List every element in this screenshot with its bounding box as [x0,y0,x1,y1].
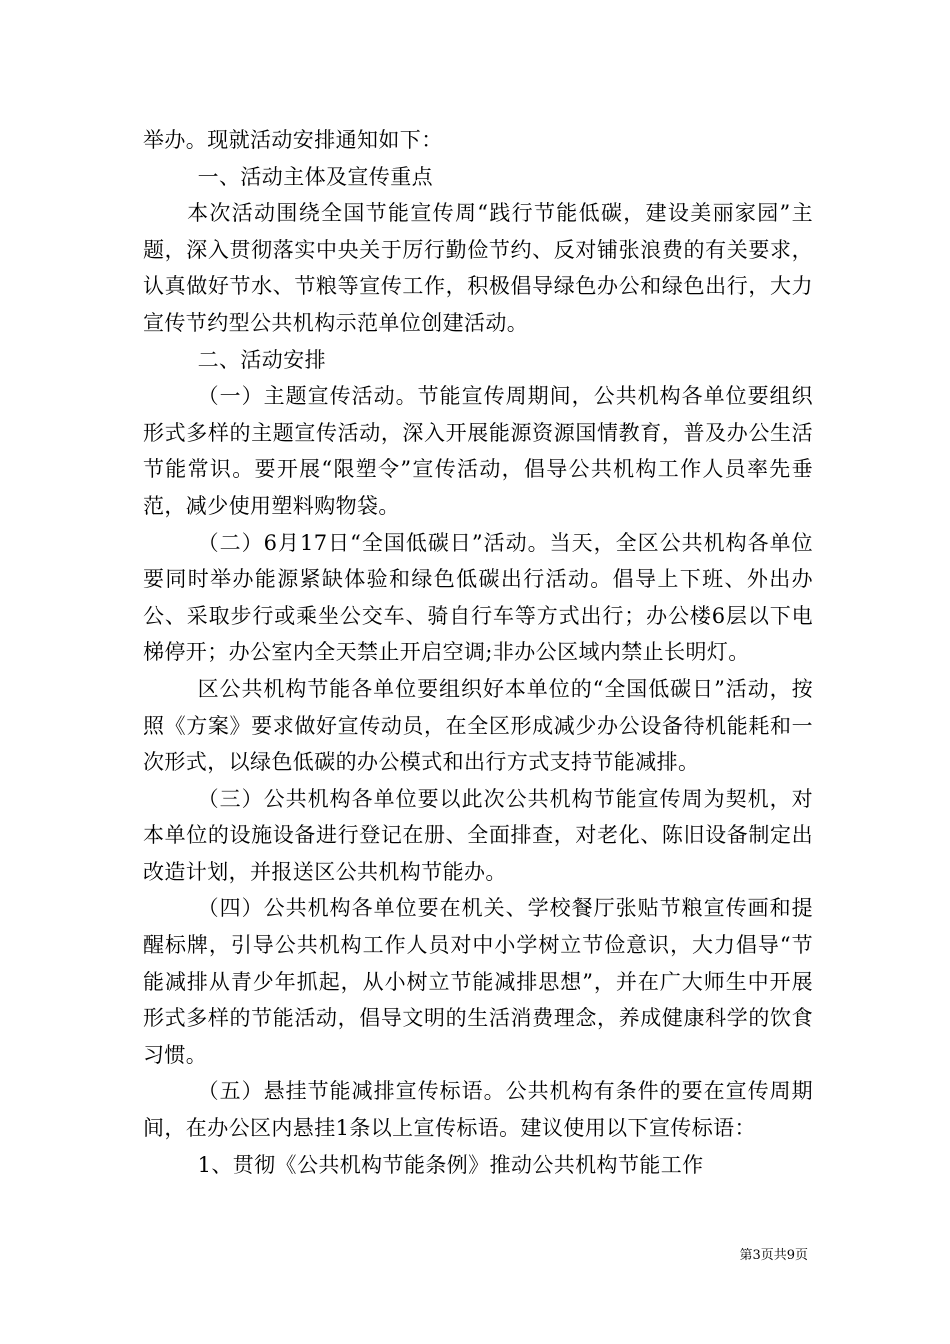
paragraph-item-4: （四）公共机构各单位要在机关、学校餐厅张贴节粮宣传画和提醒标牌，引导公共机构工作人员对中小学树立节俭意识，大力倡导“节能减排从青少年抓起，从小树立节能减排思想”，并在广大师生中开展形式多样的节能活动，倡导文明的生活消费理念，养成健康科学的饮食习惯。 [143,896,813,1067]
paragraph-item-3: （三）公共机构各单位要以此次公共机构节能宣传周为契机，对本单位的设施设备进行登记在册、全面排查，对老化、陈旧设备制定出改造计划，并报送区公共机构节能办。 [143,786,813,884]
paragraph-slogan-1: 1、贯彻《公共机构节能条例》推动公共机构节能工作 [197,1152,704,1177]
paragraph-low-carbon-day: 区公共机构节能各单位要组织好本单位的“全国低碳日”活动，按照《方案》要求做好宣传动员，在全区形成减少办公设备待机能耗和一次形式，以绿色低碳的办公模式和出行方式支持节能减排。 [143,676,813,775]
paragraph-intro: 举办。现就活动安排通知如下： [143,128,443,152]
heading-section-1: 一、活动主体及宣传重点 [197,164,433,189]
paragraph-item-1: （一）主题宣传活动。节能宣传周期间，公共机构各单位要组织形式多样的主题宣传活动，深入开展能源资源国情教育，普及办公生活节能常识。要开展“限塑令”宣传活动，倡导公共机构工作人员率先垂范，减少使用塑料购物袋。 [143,384,813,518]
paragraph-item-5: （五）悬挂节能减排宣传标语。公共机构有条件的要在宣传周期间，在办公区内悬挂1条以上宣传标语。建议使用以下宣传标语： [143,1079,813,1141]
document-body [143,122,813,1183]
paragraph-item-2: （二）6月17日“全国低碳日”活动。当天，全区公共机构各单位要同时举办能源紧缺体验和绿色低碳出行活动。倡导上下班、外出办公、采取步行或乘坐公交车、骑自行车等方式出行；办公楼6层以下电梯停开；办公室内全天禁止开启空调;非办公区域内禁止长明灯。 [143,530,813,665]
page-number: 第3页共9页 [739,1248,808,1263]
heading-section-2: 二、活动安排 [197,347,326,372]
paragraph-theme: 本次活动围绕全国节能宣传周“践行节能低碳，建设美丽家园”主题，深入贯彻落实中央关于厉行勤俭节约、反对铺张浪费的有关要求，认真做好节水、节粮等宣传工作，积极倡导绿色办公和绿色出行，大力宣传节约型公共机构示范单位创建活动。 [143,201,813,335]
